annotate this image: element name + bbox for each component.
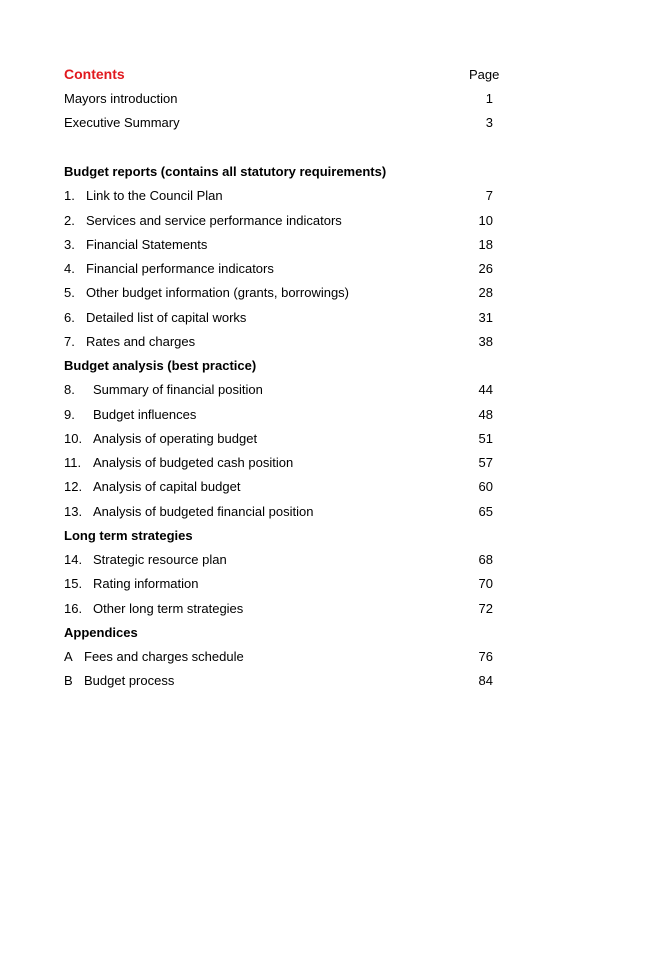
toc-entry[interactable] <box>64 260 504 278</box>
toc-entry-page: 51 <box>478 430 493 446</box>
toc-entry[interactable] <box>64 284 504 302</box>
toc-entry-label: Mayors introduction <box>64 91 178 106</box>
toc-entry-page: 3 <box>485 115 493 131</box>
toc-entry-label: Strategic resource plan <box>93 552 227 567</box>
toc-entry-number: 4. <box>64 261 75 276</box>
toc-entry-label: Budget process <box>84 673 175 689</box>
toc-entry-number: 14. <box>64 552 83 567</box>
toc-entry-label: Other long term strategies <box>93 600 244 616</box>
toc-entry-page: 44 <box>478 382 493 398</box>
section-heading-text: Budget reports (contains all statutory requirements) <box>64 164 387 179</box>
toc-entry-page: 70 <box>478 576 493 592</box>
toc-entry[interactable] <box>64 672 504 690</box>
toc-entry-number: A <box>64 649 73 664</box>
toc-entry-page: 84 <box>478 673 493 689</box>
toc-entry-page: 57 <box>478 455 493 470</box>
toc-entry[interactable] <box>64 478 504 496</box>
toc-entry-page: 26 <box>478 261 493 276</box>
section-heading <box>64 163 504 181</box>
toc-entry[interactable] <box>64 236 504 254</box>
section-heading <box>64 624 504 642</box>
toc-entry-label: Rates and charges <box>86 333 196 349</box>
toc-entry-number: 11. <box>64 455 82 470</box>
toc-entry-number: 13. <box>64 503 83 519</box>
section-heading-text: Budget analysis (best practice) <box>64 358 257 373</box>
toc-entry-page: 10 <box>478 212 493 228</box>
toc-entry-page: 68 <box>478 552 493 567</box>
contents-title: Contents <box>64 66 125 82</box>
toc-entry-number: B <box>64 673 73 689</box>
toc-entry-label: Financial performance indicators <box>86 261 274 276</box>
toc-entry[interactable] <box>64 600 504 618</box>
section-heading-text: Long term strategies <box>64 527 193 543</box>
toc-entry-number: 9. <box>64 406 75 422</box>
toc-entry-number: 3. <box>64 236 75 252</box>
toc-entry-page: 72 <box>478 600 493 616</box>
toc-entry-label: Services and service performance indicators <box>86 212 342 228</box>
section-heading <box>64 527 504 545</box>
toc-entry-number: 7. <box>64 333 75 349</box>
toc-entry-label: Detailed list of capital works <box>86 309 247 325</box>
section-heading-text: Appendices <box>64 624 138 640</box>
toc-entry-page: 28 <box>478 285 493 301</box>
section-heading <box>64 357 504 375</box>
toc-entry-page: 7 <box>485 188 493 204</box>
toc-entry[interactable] <box>64 212 504 230</box>
toc-entry-label: Executive Summary <box>64 115 180 131</box>
toc-entry[interactable] <box>64 406 504 424</box>
toc-entry-label: Link to the Council Plan <box>86 188 223 204</box>
toc-entry[interactable] <box>64 90 504 108</box>
toc-entry-number: 6. <box>64 309 75 325</box>
toc-entry-number: 12. <box>64 479 83 495</box>
toc-entry-label: Analysis of budgeted financial position <box>93 503 314 519</box>
toc-entry-label: Fees and charges schedule <box>84 649 244 664</box>
toc-entry[interactable] <box>64 575 504 593</box>
toc-entry-page: 60 <box>478 479 493 495</box>
toc-entry[interactable] <box>64 309 504 327</box>
toc-entry-page: 1 <box>485 91 493 106</box>
toc-entry[interactable] <box>64 503 504 521</box>
toc-entry[interactable] <box>64 454 504 472</box>
toc-entry-number: 1. <box>64 188 75 204</box>
toc-entry[interactable] <box>64 333 504 351</box>
toc-entry-label: Financial Statements <box>86 236 208 252</box>
toc-entry-page: 76 <box>478 649 493 664</box>
toc-header <box>64 65 504 85</box>
toc-entry-page: 48 <box>478 406 493 422</box>
toc-entry-number: 15. <box>64 576 83 592</box>
page-column-header: Page <box>469 67 500 82</box>
toc-entry[interactable] <box>64 381 504 399</box>
toc-entry-label: Analysis of operating budget <box>93 430 258 446</box>
toc-entry[interactable] <box>64 187 504 205</box>
toc-entry-number: 16. <box>64 600 83 616</box>
toc-entry-page: 31 <box>478 309 493 325</box>
toc-entry[interactable] <box>64 430 504 448</box>
toc-entry-number: 5. <box>64 285 75 301</box>
toc-entry[interactable] <box>64 114 504 132</box>
toc-entry-label: Rating information <box>93 576 199 592</box>
toc-entry-number: 8. <box>64 382 75 398</box>
toc-entry-label: Analysis of budgeted cash position <box>93 455 294 470</box>
toc-entry[interactable] <box>64 551 504 569</box>
toc-entry-page: 18 <box>478 236 493 252</box>
toc-entry-label: Summary of financial position <box>93 382 263 398</box>
toc-entry-label: Budget influences <box>93 406 197 422</box>
toc-entry-number: 10. <box>64 430 83 446</box>
toc-entry-number: 2. <box>64 212 75 228</box>
toc-entry-label: Other budget information (grants, borrowings) <box>86 285 350 301</box>
toc-entry[interactable] <box>64 648 504 666</box>
toc-entry-page: 65 <box>478 503 493 519</box>
toc-entry-page: 38 <box>478 333 493 349</box>
toc-entry-label: Analysis of capital budget <box>93 479 241 495</box>
